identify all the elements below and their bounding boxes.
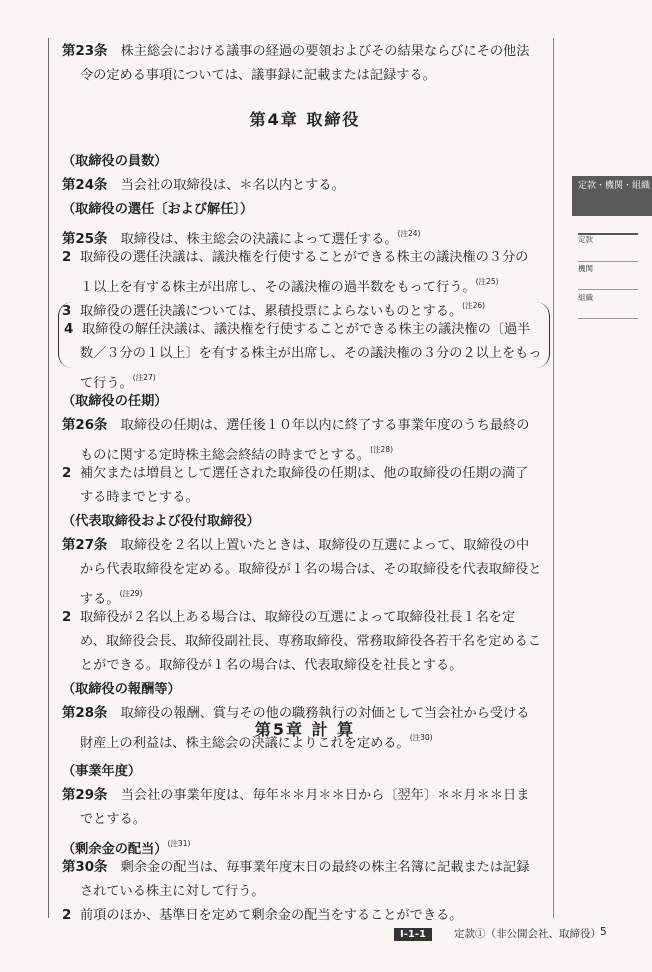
optional-clause-bracket	[58, 302, 550, 368]
article-23: 第23条 株主総会における議事の経過の要領およびその結果ならびにその他法 令の定める事項については、議事録に記載または記録する。	[62, 44, 530, 83]
chapter-title: 第5章 計 算	[254, 720, 356, 739]
section-heading: （取締役の報酬等）	[62, 682, 181, 697]
section-heading: （取締役の任期）	[62, 394, 168, 409]
section-heading: （代表取締役および役付取締役）	[62, 514, 260, 529]
section-accounting: （事業年度） 第29条 当会社の事業年度は、毎年＊＊月＊＊日から〔翌年〕＊＊月＊＊日ま でとする。 （剰余金の配当）$^{(注31)}$ 第30条 剰余金の配当は、毎事業年度末日の最終の株主名簿に記載または記録 されている株主に対して行う。 2 前項のほか、基準日を定めて剰余金の配当をすることができる。	[62, 760, 548, 928]
section-heading: （事業年度）	[62, 764, 142, 779]
section-heading: （剰余金の配当）	[62, 842, 168, 857]
side-nav-item-kikan[interactable]: 機関	[578, 264, 593, 273]
section-directors: （取締役の員数） 第24条 当会社の取締役は、＊名以内とする。 （取締役の選任〔および解任〕） 第25条 取締役は、株主総会の決議によって選任する。$^{(注24)}$ 2 取締役の選任決議は、議決権を行使することができる株主の議決権の３分の １以上を有する株主が出席し、その議決権の過半数をもって行う。$^{(注25)}$ 3 取締役の選任決議については、累積投票によらないものとする。$^{(注26)}$ 4 取締役の解任決議は、議決権を行使することができる株主の議決権の〔過半 数／３分の１以上〕を有する株主が出席し、その議決権の３分の２以上をもっ て行う。$^{(注27)}$ （取締役の任期） 第26条 取締役の任期は、選任後１０年以内に終了する事業年度のうち最終の ものに関する定時株主総会終結の時までとする。$^{(注28)}$ 2 補欠または増員として選任された取締役の任期は、他の取締役の任期の満了 する時までとする。 （代表取締役および役付取締役） 第27条 取締役を２名以上置いたときは、取締役の互選によって、取締役の中 から代表取締役を定める。取締役が１名の場合は、その取締役を代表取締役と する。$^{(注29)}$ 2 取締役が２名以上ある場合は、取締役の互選によって取締役社長１名を定 め、取締役会長、取締役副社長、専務取締役、常務取締役各若干名を定めるこ とができる。取締役が１名の場合は、代表取締役を社長とする。 （取締役の報酬等） 第28条 取締役の報酬、賞与その他の職務執行の対価として当会社から受ける 財産上の利益は、株主総会の決議によりこれを定める。$^{(注30)}$	[62, 150, 548, 750]
footnote-ref: (注26)	[462, 301, 486, 310]
left-margin-rule	[48, 38, 49, 918]
side-nav-divider	[578, 289, 638, 290]
side-tab-active[interactable]: 定款・機関・組織	[572, 176, 652, 216]
side-nav-item-teikan[interactable]: 定款	[578, 235, 593, 244]
footnote-ref: (注27)	[132, 373, 156, 382]
section-heading: （取締役の選任〔および解任〕）	[62, 202, 254, 217]
right-margin-rule	[553, 38, 554, 918]
page-number: 5	[600, 926, 607, 938]
footnote-ref: (注25)	[475, 277, 499, 286]
side-nav-item-soshiki[interactable]: 組織	[578, 293, 593, 302]
footnote-ref: (注28)	[370, 445, 394, 454]
footnote-ref: (注24)	[397, 229, 421, 238]
footer-title: 定款①（非公開会社、取締役）	[454, 928, 601, 940]
section-heading: （取締役の員数）	[62, 154, 168, 169]
footnote-ref: (注30)	[409, 733, 433, 742]
section-badge: Ⅰ-1-1	[394, 928, 432, 941]
side-nav-divider	[578, 318, 638, 319]
article-number: 第23条	[62, 44, 108, 59]
side-nav-divider	[578, 261, 638, 262]
footnote-ref: (注29)	[119, 589, 143, 598]
footnote-ref: (注31)	[167, 839, 191, 848]
chapter-title: 第4章 取締役	[249, 110, 361, 129]
